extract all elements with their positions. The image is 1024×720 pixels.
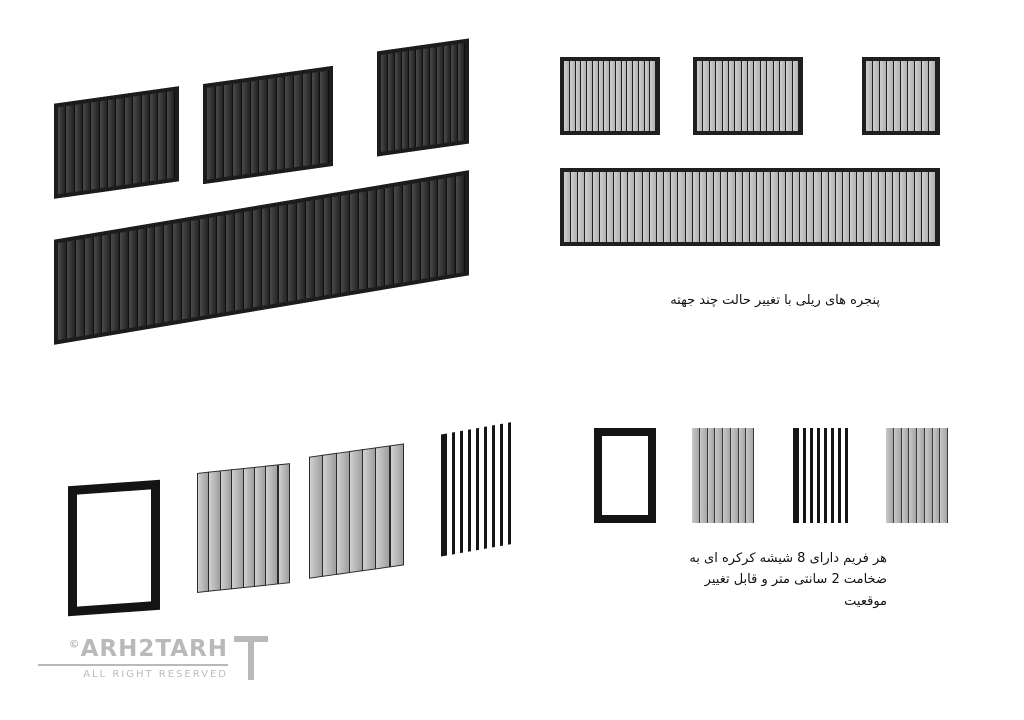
panel-slats [564, 172, 936, 242]
watermark-rights: ALL RIGHT RESERVED [83, 669, 228, 680]
panel-upper-left-long [54, 170, 469, 344]
panel-slats [58, 91, 175, 194]
frame-closed-glass-2 [886, 428, 948, 523]
panel-upper-left-c [377, 39, 469, 157]
panel-upper-left-a [54, 86, 179, 199]
panel-upper-right-c [862, 57, 940, 135]
panel-slats [381, 43, 465, 152]
panel-slats [564, 61, 656, 131]
state-edge-on [440, 421, 516, 559]
caption-top-right: پنجره های ریلی با تغییر حالت چند جهته [670, 293, 880, 308]
state-open-frame [68, 480, 160, 616]
panel-upper-right-a [560, 57, 660, 135]
watermark-divider [38, 664, 228, 666]
watermark-copyright: © [68, 637, 81, 651]
watermark-brand: ARH2TARH [80, 636, 228, 662]
panel-upper-right-long [560, 168, 940, 246]
state-rotated [310, 440, 404, 578]
panel-upper-left-b [203, 66, 333, 184]
state-partially-rotated [198, 458, 290, 593]
panel-upper-right-b [693, 57, 803, 135]
logo-icon [234, 636, 268, 680]
panel-slats [697, 61, 799, 131]
frame-closed-glass [692, 428, 754, 523]
frame-empty [594, 428, 656, 523]
panel-slats [207, 70, 329, 179]
panel-slats [866, 61, 936, 131]
caption-bottom-right: هر فریم دارای 8 شیشه کرکره ای به ضخامت 2 سانتی متر و قابل تغییر موقعیت [689, 551, 887, 609]
panel-slats [58, 175, 465, 340]
watermark [38, 636, 268, 680]
frame-edge-on [790, 428, 852, 523]
